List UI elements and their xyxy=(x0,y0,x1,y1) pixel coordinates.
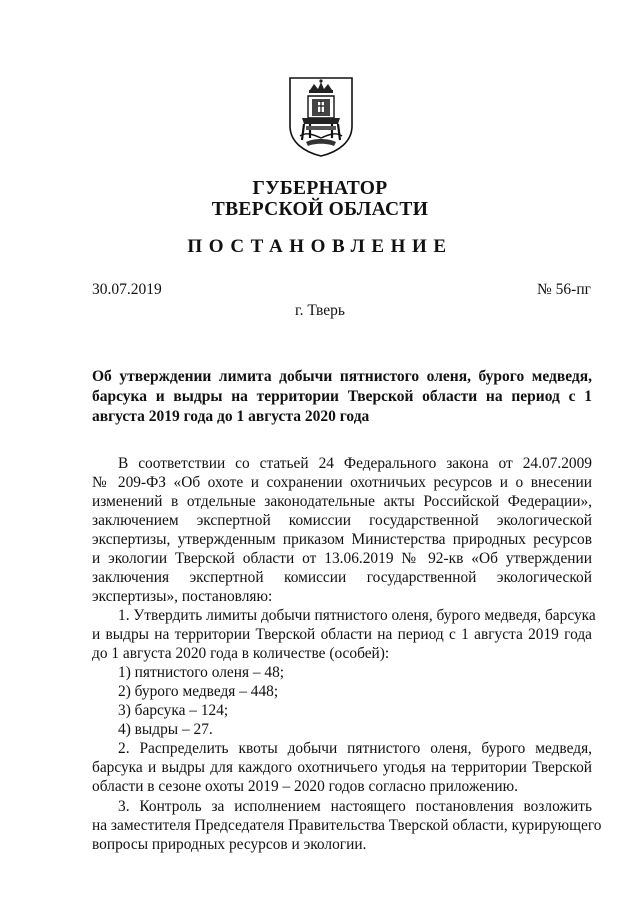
body-line: экспертизы», постановляю: xyxy=(92,588,273,605)
document-date: 30.07.2019 xyxy=(92,281,162,298)
body-line: заключением экспертной комиссии государственной экологической xyxy=(92,512,592,529)
body-line: до 1 августа 2020 года в количестве (особей): xyxy=(92,645,390,662)
body-line: барсука и выдры для каждого охотничьего угодья на территории Тверской xyxy=(92,759,592,776)
body-line: на заместителя Председателя Правительства Тверской области, курирующего xyxy=(92,817,602,834)
body-line: экспертизы, утвержденным приказом Министерства природных ресурсов xyxy=(92,531,592,548)
body-line: 3. Контроль за исполнением настоящего постановления возложить xyxy=(118,798,592,815)
body-line: и выдры на территории Тверской области на период с 1 августа 2019 года xyxy=(92,626,592,643)
authority-title-line2: ТВЕРСКОЙ ОБЛАСТИ xyxy=(211,199,429,220)
body-line: и экологии Тверской области от 13.06.2019 № 92-кв «Об утверждении xyxy=(92,550,592,567)
body-line: области в сезоне охоты 2019 – 2020 годов согласно приложению. xyxy=(92,778,518,795)
body-line: заключения экспертной комиссии государственной экологической xyxy=(92,569,592,586)
document-number: № 56-пг xyxy=(537,281,591,298)
body-line: вопросы природных ресурсов и экологии. xyxy=(92,836,367,853)
body-line: № 209-ФЗ «Об охоте и сохранении охотничьих ресурсов и о внесении xyxy=(92,474,592,491)
authority-title-line1: ГУБЕРНАТОР xyxy=(252,178,388,199)
body-line: 4) выдры – 27. xyxy=(118,721,213,738)
body-line: 1. Утвердить лимиты добычи пятнистого оленя, бурого медведя, барсука xyxy=(118,607,596,624)
document-heading: Об утверждении лимита добычи пятнистого оленя, бурого медведя, барсука и выдры на территории Тверской области на период с 1 августа 2019 года до 1 августа 2020 года xyxy=(92,368,592,425)
body-line: изменений в отдельные законодательные акты Российской Федерации», xyxy=(92,493,592,510)
body-line: В соответствии со статьей 24 Федерального закона от 24.07.2009 xyxy=(118,455,592,472)
body-line: 2) бурого медведя – 448; xyxy=(118,683,279,700)
document-city: г. Тверь xyxy=(295,302,345,319)
body-line: 1) пятнистого оленя – 48; xyxy=(118,664,285,681)
document-type: ПОСТАНОВЛЕНИЕ xyxy=(187,236,453,257)
body-line: 2. Распределить квоты добычи пятнистого оленя, бурого медведя, xyxy=(118,740,592,757)
tver-coat-of-arms-icon xyxy=(288,76,354,158)
body-line: 3) барсука – 124; xyxy=(118,702,229,719)
